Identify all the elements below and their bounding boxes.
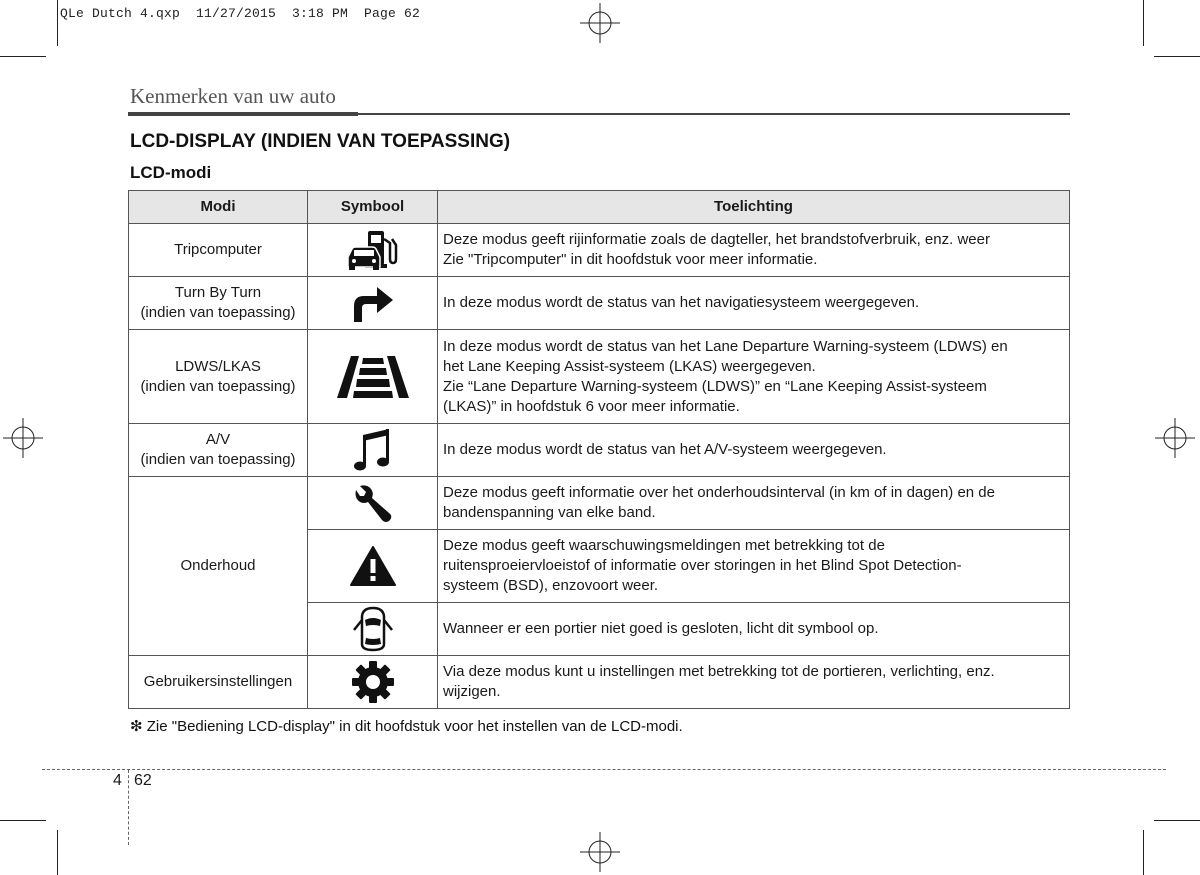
description-cell bbox=[438, 603, 1070, 656]
description-line: Deze modus geeft waarschuwingsmeldingen met betrekking tot de bbox=[443, 537, 885, 554]
mode-label: Gebruikersinstellingen bbox=[143, 673, 293, 690]
description-cell bbox=[438, 277, 1070, 330]
symbol-cell bbox=[308, 477, 438, 530]
chapter-number: 4 bbox=[113, 772, 122, 789]
mode-label: Turn By Turn bbox=[174, 284, 262, 301]
gear-icon bbox=[351, 660, 395, 704]
mode-label: A/V bbox=[205, 431, 231, 448]
registration-mark-icon bbox=[3, 418, 43, 458]
print-header: QLe Dutch 4.qxp 11/27/2015 3:18 PM Page 62 bbox=[60, 6, 421, 21]
symbol-cell bbox=[308, 603, 438, 656]
warning-triangle-icon bbox=[349, 545, 397, 587]
table-row bbox=[129, 277, 1070, 330]
mode-cell bbox=[129, 277, 308, 330]
symbol-cell bbox=[308, 277, 438, 330]
table-row bbox=[129, 477, 1070, 530]
symbol-cell bbox=[308, 656, 438, 709]
door-open-icon bbox=[351, 606, 395, 652]
registration-mark-icon bbox=[1155, 418, 1195, 458]
symbol-cell bbox=[308, 424, 438, 477]
mode-cell bbox=[129, 224, 308, 277]
registration-mark-icon bbox=[580, 3, 620, 43]
table-header-row bbox=[129, 191, 1070, 224]
description-line: Deze modus geeft informatie over het onderhoudsinterval (in km of in dagen) en de bbox=[443, 484, 995, 501]
crop-mark bbox=[0, 820, 46, 821]
footer-rule bbox=[42, 769, 1166, 770]
mode-label: Onderhoud bbox=[180, 557, 256, 574]
mode-label: (indien van toepassing) bbox=[140, 451, 296, 468]
subheading: LCD-modi bbox=[130, 163, 212, 182]
mode-cell bbox=[129, 477, 308, 656]
crop-mark bbox=[0, 56, 46, 57]
crop-mark bbox=[57, 0, 58, 46]
description-cell bbox=[438, 424, 1070, 477]
footer-divider bbox=[128, 770, 129, 845]
description-line: Zie “Lane Departure Warning-systeem (LDWS)” en “Lane Keeping Assist-systeem bbox=[443, 377, 987, 395]
header-mode: Modi bbox=[129, 191, 308, 224]
description-cell bbox=[438, 330, 1070, 424]
wrench-icon bbox=[352, 482, 394, 524]
description-cell bbox=[438, 477, 1070, 530]
mode-cell bbox=[129, 330, 308, 424]
header-symbol: Symbool bbox=[308, 191, 438, 224]
title-rule bbox=[128, 112, 1070, 116]
table-row bbox=[129, 424, 1070, 477]
description-line: In deze modus wordt de status van het A/V-systeem weergegeven. bbox=[443, 441, 887, 458]
description-line: systeem (BSD), enzovoort weer. bbox=[443, 577, 659, 594]
symbol-cell bbox=[308, 224, 438, 277]
description-line: In deze modus wordt de status van het Lane Departure Warning-systeem (LDWS) en bbox=[443, 337, 1008, 355]
lane-icon bbox=[335, 354, 411, 400]
description-line: (LKAS)” in hoofdstuk 6 voor meer informatie. bbox=[443, 397, 740, 415]
trip-computer-icon bbox=[344, 229, 402, 271]
description-cell bbox=[438, 530, 1070, 603]
table-row bbox=[129, 656, 1070, 709]
table-row bbox=[129, 224, 1070, 277]
description-line: bandenspanning van elke band. bbox=[443, 504, 656, 521]
music-note-icon bbox=[353, 427, 393, 473]
crop-mark bbox=[1154, 820, 1200, 821]
description-line: In deze modus wordt de status van het navigatiesysteem weergegeven. bbox=[443, 294, 920, 311]
section-title: Kenmerken van uw auto bbox=[130, 84, 336, 108]
mode-label: (indien van toepassing) bbox=[140, 377, 296, 395]
mode-cell bbox=[129, 656, 308, 709]
footnote: ❇ Zie "Bediening LCD-display" in dit hoofdstuk voor het instellen van de LCD-modi. bbox=[130, 718, 683, 735]
mode-label: LDWS/LKAS bbox=[175, 357, 261, 375]
page-number: 62 bbox=[134, 772, 152, 789]
description-line: Deze modus geeft rijinformatie zoals de dagteller, het brandstofverbruik, enz. weer bbox=[443, 231, 990, 248]
mode-label: (indien van toepassing) bbox=[140, 304, 296, 321]
turn-arrow-icon bbox=[351, 282, 395, 324]
crop-mark bbox=[57, 830, 58, 875]
description-line: Wanneer er een portier niet goed is gesloten, licht dit symbool op. bbox=[443, 620, 879, 637]
crop-mark bbox=[1143, 830, 1144, 875]
description-cell bbox=[438, 224, 1070, 277]
page-heading: LCD-DISPLAY (INDIEN VAN TOEPASSING) bbox=[130, 131, 511, 152]
description-line: Zie "Tripcomputer" in dit hoofdstuk voor meer informatie. bbox=[443, 251, 818, 268]
mode-label: Tripcomputer bbox=[174, 241, 262, 258]
mode-cell bbox=[129, 424, 308, 477]
crop-mark bbox=[1154, 56, 1200, 57]
description-line: het Lane Keeping Assist-systeem (LKAS) weergegeven. bbox=[443, 357, 816, 375]
symbol-cell bbox=[308, 330, 438, 424]
description-cell bbox=[438, 656, 1070, 709]
header-description: Toelichting bbox=[438, 191, 1070, 224]
registration-mark-icon bbox=[580, 832, 620, 872]
symbol-cell bbox=[308, 530, 438, 603]
description-line: Via deze modus kunt u instellingen met betrekking tot de portieren, verlichting, enz. bbox=[443, 663, 995, 680]
description-line: ruitensproeiervloeistof of informatie over storingen in het Blind Spot Detection- bbox=[443, 557, 962, 574]
crop-mark bbox=[1143, 0, 1144, 46]
lcd-modes-table bbox=[128, 190, 1070, 709]
description-line: wijzigen. bbox=[443, 683, 501, 700]
table-row bbox=[129, 330, 1070, 424]
